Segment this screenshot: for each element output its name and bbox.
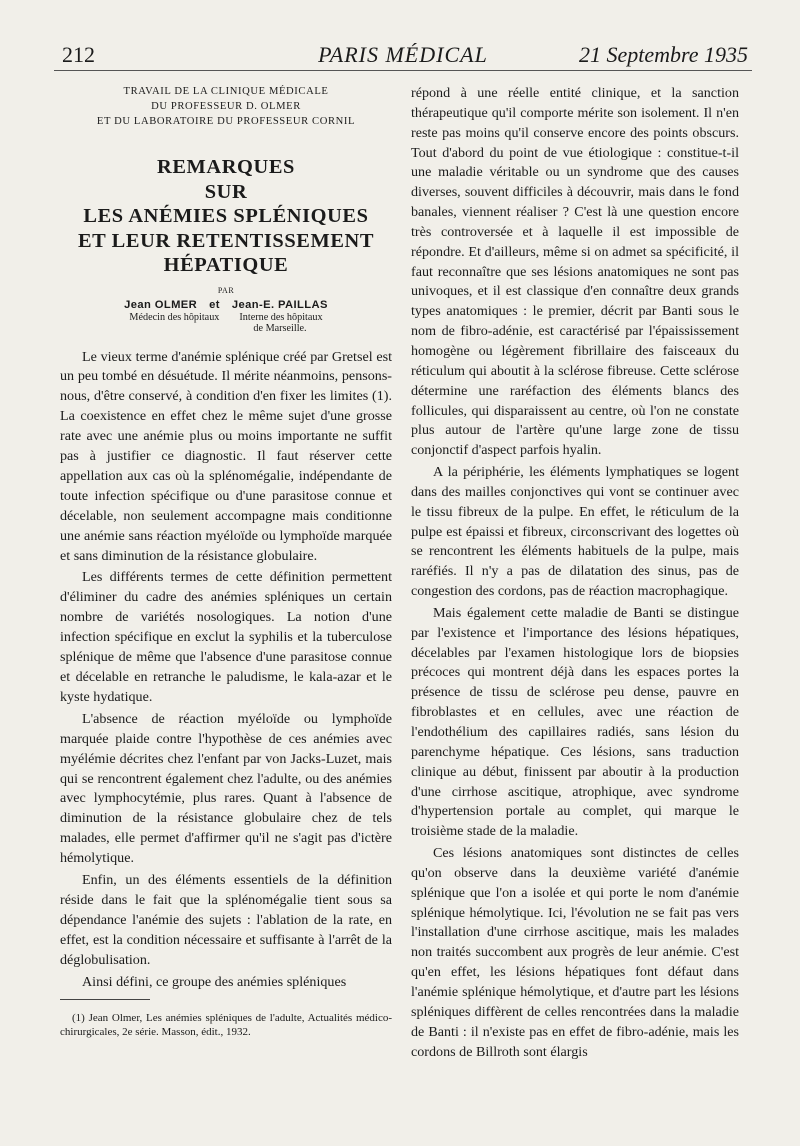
title-line: LES ANÉMIES SPLÉNIQUES (83, 205, 369, 227)
source-line: TRAVAIL DE LA CLINIQUE MÉDICALE (123, 86, 329, 97)
body-paragraph: répond à une réelle entité clinique, et la sanction thérapeutique qu'il comporte mérite son isolement. Il n'en reste pas moins qu'il conserve encore des points obscurs. Tout d'abord du point de vue étiologique : constitue-t-il une maladie véritable ou un syndrome que des causes diverses, souvent difficiles à découvrir, mais dans le fond banales, viennent réaliser ? C'est là une question encore très controversée et à laquelle il est impossible de répondre. Et d'ailleurs, même si on admet sa spécificité, il faut reconnaître que ses lésions anatomiques ne sont pas univoques, et il est classique d'en connaître deux grands types anatomiques : le premier, décrit par Banti sous le nom de fibro-adénie, est caractérisé par l'épaississement homogène ou légèrement fibrillaire des faisceaux du réticulum qui aboutit à la sclérose fibreuse. Cette sclérose détermine une raréfaction des éléments blancs des follicules, qui disparaissent au centre, où l'on ne constate plus autour de l'artère qu'une large zone de tissu conjonctif d'aspect parfois hyalin. (411, 85, 739, 459)
affiliations (60, 312, 392, 323)
source-line: DU PROFESSEUR D. OLMER (151, 101, 301, 112)
article-title (60, 155, 392, 278)
body-paragraph: Mais également cette maladie de Banti se distingue par l'existence et l'importance des lésions hépatiques, décelables par l'examen histologique lors de biopsies précoces qui montrent déjà dans les espaces portes la présence de tissu de sclérose peu dense, pauvre en fibroblastes et en cellules, avec une réaction de l'endothélium des capillaires radiés, sans lésion du parenchyme hépatique. Ces lésions, sans traduction clinique au début, finissent par aboutir à la production d'une cirrhose ascitique, atrophique, avec syndrome d'hypertension portale au complet, qui marque le troisième stade de la maladie. (411, 604, 739, 840)
body-paragraph: Les différents termes de cette définition permettent d'éliminer du cadre des anémies spléniques un certain nombre de variétés nosologiques. La notion d'une infection spécifique en exclut la syphilis et la tuberculose splénique de même que l'absence d'une parasitose connue et décelable en retranche le paludisme, le kala-azar et le kyste hydatique. (60, 569, 392, 705)
author-name: Jean OLMER (124, 298, 198, 311)
affiliation-place: de Marseille. (253, 322, 307, 334)
affiliation: Interne des hôpitaux (239, 311, 323, 323)
page-number: 212 (62, 42, 95, 67)
affiliation: Médecin des hôpitaux (129, 311, 220, 323)
title-line: ET LEUR RETENTISSEMENT (77, 229, 375, 252)
title-line: SUR (204, 180, 248, 203)
body-paragraph: Le vieux terme d'anémie splénique créé par Gretsel est un peu tombé en désuétude. Il mérite néanmoins, pensons-nous, d'être conservé, à condition d'en fixer les limites (1). La coexistence en effet chez le même sujet d'une grosse rate avec une anémie plus ou moins importante ne suffit pas à justifier ce diagnostic. Il faut réserver cette appellation aux cas où la splénomégalie, indépendante de toute infection spécifique ou d'une parasitose connue et décelable, non seulement accompagne mais conditionne une anémie sans réaction myéloïde ou lymphoïde marquée et sans diminution de la résistance globulaire. (60, 348, 392, 564)
source-line: ET DU LABORATOIRE DU PROFESSEUR CORNIL (96, 116, 356, 127)
title-line: REMARQUES (157, 156, 295, 178)
right-column (411, 84, 739, 1062)
article-source (60, 84, 392, 129)
issue-date: 21 Septembre 1935 (578, 42, 748, 67)
title-line: HÉPATIQUE (163, 254, 289, 276)
running-head (54, 36, 752, 71)
journal-name: PARIS MÉDICAL (318, 42, 488, 67)
body-paragraph: Enfin, un des éléments essentiels de la définition réside dans le fait que la splénomégalie tient sous sa dépendance l'anémie des sujets : l'ablation de la rate, en effet, est la condition nécessaire et suffisante à l'arrêt de la déglobulisation. (60, 872, 392, 968)
body-paragraph: A la périphérie, les éléments lymphatiques se logent dans des mailles conjonctives qui vont se continuer avec le tissu fibreux de la pulpe. En effet, le réticulum de la pulpe est épaissi et fibreux, circonscrivant des logettes où se rencontrent les éléments habituels de la pulpe, mais raréfiés. Il n'y a pas de dilatation des sinus, pas de congestion des cordons, pas de réaction macrophagique. (411, 464, 739, 600)
left-column (60, 84, 392, 1050)
author-line (60, 299, 392, 311)
body-paragraph: L'absence de réaction myéloïde ou lymphoïde marquée plaide contre l'hypothèse de ces anémies avec myélémie décrites chez l'enfant par von Jacks-Luzet, mais qui se rencontrent également chez l'adulte, ou des anémies avec lymphocytémie, plus rares. Quant à l'absence de diminution de la résistance globulaire chez de tels malades, elle permet d'affirmer qu'il ne s'agit pas d'ictère hémolytique. (60, 710, 392, 867)
footnote: (1) Jean Olmer, Les anémies spléniques de l'adulte, Actualités médico-chirurgicales, 2e série. Masson, édit., 1932. (60, 1011, 392, 1038)
body-paragraph: Ainsi défini, ce groupe des anémies spléniques (82, 973, 347, 990)
author-name: Jean-E. PAILLAS (231, 298, 328, 311)
author-conjunction: et (209, 298, 220, 311)
body-paragraph: Ces lésions anatomiques sont distinctes de celles qu'on observe dans la deuxième variété d'anémie splénique que l'on a isolée et qui porte le nom d'anémie splénique hémolytique. Ici, l'évolution ne se fait pas vers l'installation d'une cirrhose ascitique, mais les malades non traités succombent aux progrès de leur anémie. C'est qu'en effet, les lésions hépatiques font défaut dans l'anémie splénique hémolytique, et d'autre part les lésions spléniques diffèrent de celles rencontrées dans la maladie de Banti : il n'existe pas en effet de fibro-adénie, mais les cordons de Billroth sont élargis (411, 845, 739, 1060)
footnote-divider (60, 999, 150, 1000)
by-label: PAR (217, 285, 235, 295)
